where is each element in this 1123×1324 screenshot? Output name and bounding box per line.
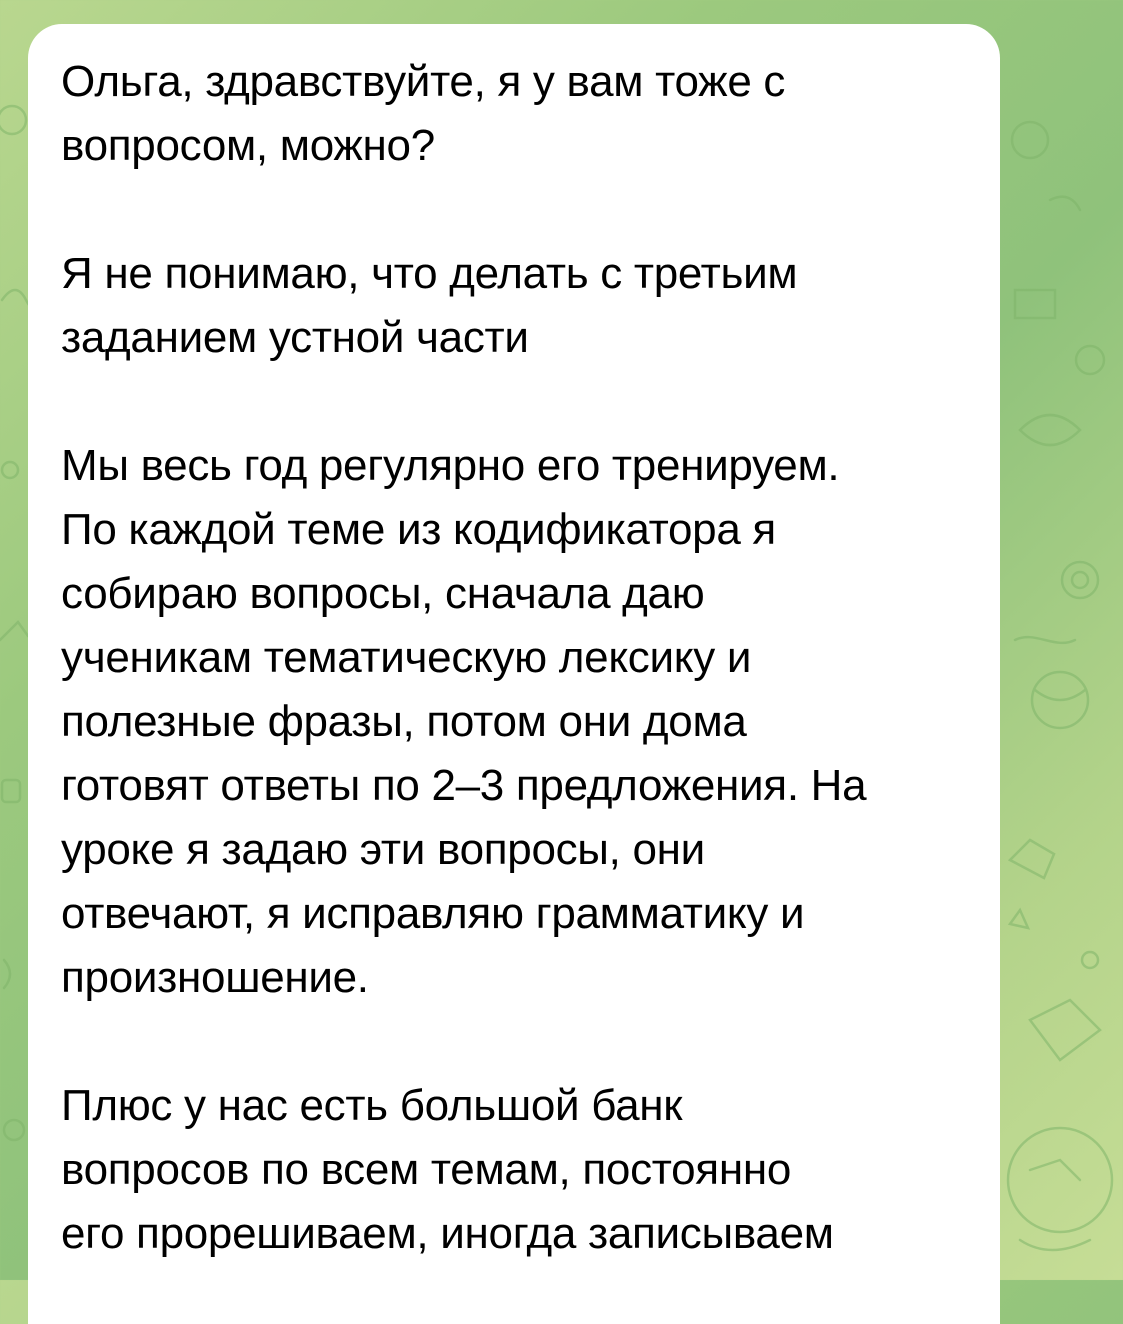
message-paragraph: Плюс у нас есть большой банк вопросов по всем темам, постоянно его прорешиваем, иногда записываем <box>61 1081 834 1258</box>
paragraph-spacer <box>61 178 970 242</box>
message-paragraph: Мы весь год регулярно его тренируем. По каждой теме из кодификатора я собираю вопросы, сначала даю ученикам тематическую лексику и полезные фразы, потом они дома готовят ответы по 2–3 предложения. На уроке я задаю эти вопросы, они отвечают, я исправляю грамматику и произношение. <box>61 441 867 1002</box>
message-paragraph: Я не понимаю, что делать с третьим заданием устной части <box>61 249 798 362</box>
message-paragraph: Ольга, здравствуйте, я у вам тоже с вопросом, можно? <box>61 57 786 170</box>
paragraph-spacer <box>61 370 970 434</box>
incoming-message-bubble[interactable] <box>28 24 1000 1324</box>
paragraph-spacer <box>61 1010 970 1074</box>
